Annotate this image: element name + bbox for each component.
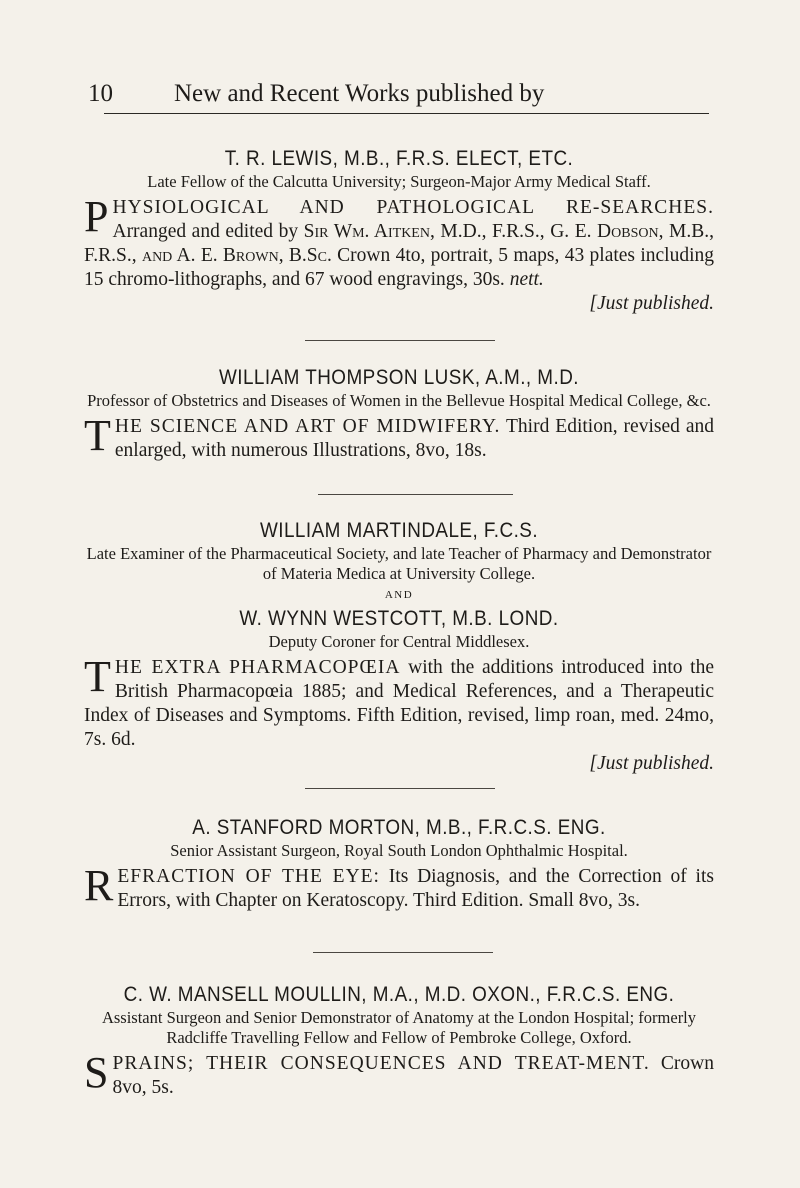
running-head [88,80,728,108]
book-details: Crown 8vo, 5s. [112,1053,714,1098]
book-details: Arranged and edited by [112,221,304,242]
book-listing [84,1048,714,1100]
book-listing [84,411,714,463]
entry-lusk [84,365,714,463]
book-details: Third Edition, revised and enlarged, with numerous Illustrations, 8vo, 18s. [114,416,714,461]
book-listing [84,652,714,776]
section-divider [318,494,513,495]
entry-martindale-westcott [84,518,714,776]
section-divider [305,340,495,341]
book-listing [84,192,714,316]
book-details: with the additions introduced into the British Pharmacopœia 1885; and Medical References, and a Therapeutic Index of Diseases and Symptoms. Fifth Edition, revised, limp roan, med. 24mo, 7s. 6d. [84,657,714,750]
author-name: A. STANFORD MORTON, M.B., F.R.C.S. ENG. [192,816,606,839]
author-description: Late Fellow of the Calcutta University; Surgeon-Major Army Medical Staff. [147,172,651,191]
book-title: HE SCIENCE AND ART OF MIDWIFERY. [114,416,501,437]
book-title: HE EXTRA PHARMACOPŒIA [114,657,401,678]
author-description: Late Examiner of the Pharmaceutical Society, and late Teacher of Pharmacy and Demonstrator of Materia Medica at University College. [86,544,712,583]
publication-status: [Just published. [589,293,714,314]
drop-cap: R [84,861,114,910]
entry-moullin [84,982,714,1100]
author-description: Professor of Obstetrics and Diseases of Women in the Bellevue Hospital Medical College, &c. [87,391,711,410]
co-author-name: W. WYNN WESTCOTT, M.B. LOND. [239,607,559,630]
drop-cap: P [84,192,109,241]
drop-cap: T [84,411,111,460]
book-title: EFRACTION OF THE EYE: [117,866,380,887]
author-name: T. R. LEWIS, M.B., F.R.S. ELECT, ETC. [224,147,574,170]
book-listing [84,861,714,913]
author-description: Senior Assistant Surgeon, Royal South London Ophthalmic Hospital. [170,841,628,860]
editors: Sir Wm. Aitken, M.D., F.R.S., G. E. Dobson, M.B., F.R.S., and A. E. Brown, B.Sc. [84,221,714,266]
drop-cap: T [84,652,111,701]
section-divider [305,788,495,789]
running-title: New and Recent Works published by [174,80,545,107]
drop-cap: S [84,1048,109,1097]
book-details: Its Diagnosis, and the Correction of its Errors, with Chapter on Keratoscopy. Third Edition. Small 8vo, 3s. [117,866,714,911]
book-title: HYSIOLOGICAL AND PATHOLOGICAL RE-SEARCHES. [112,197,714,218]
price-note: nett. [509,269,544,290]
header-rule [104,113,709,114]
author-name: WILLIAM MARTINDALE, F.C.S. [259,519,539,542]
co-author-description: Deputy Coroner for Central Middlesex. [268,632,530,651]
and-separator: AND [384,589,414,601]
section-divider [313,952,493,953]
book-title: PRAINS; THEIR CONSEQUENCES AND TREAT-MENT. [112,1053,650,1074]
author-name: WILLIAM THOMPSON LUSK, A.M., M.D. [218,366,579,389]
publication-status: [Just published. [589,753,714,774]
author-name: C. W. MANSELL MOULLIN, M.A., M.D. OXON., F.R.C.S. ENG. [123,983,675,1006]
book-details-2: Crown 4to, portrait, 5 maps, 43 plates including 15 chromo-lithographs, and 67 wood engravings, 30s. [84,245,714,290]
entry-lewis [84,146,714,316]
page-number: 10 [88,80,113,107]
author-description: Assistant Surgeon and Senior Demonstrator of Anatomy at the London Hospital; formerly Radcliffe Travelling Fellow and Fellow of Pembroke College, Oxford. [101,1008,697,1047]
entry-morton [84,815,714,913]
